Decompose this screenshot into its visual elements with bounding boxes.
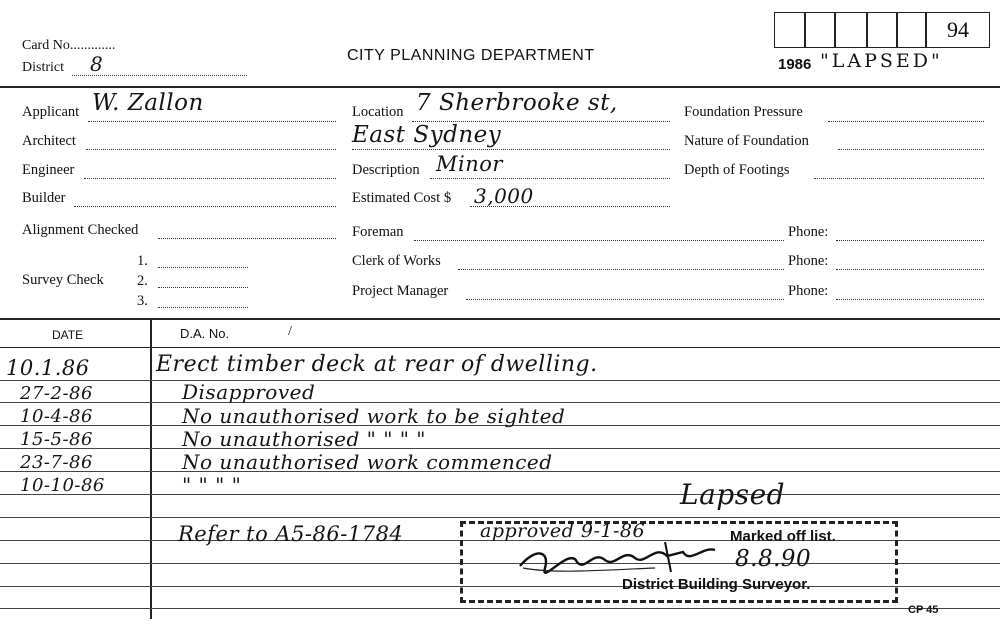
entry-text: No unauthorised work commenced (182, 450, 553, 474)
clerk-label: Clerk of Works (352, 253, 441, 269)
surveyor-label: District Building Surveyor. (622, 576, 811, 593)
year-label: 1986 (778, 56, 812, 73)
district-label: District (22, 60, 64, 75)
survey-line-1: 1. (137, 253, 148, 269)
card-number: 94 (947, 17, 969, 42)
entry-text: No unauthorised " " " " (182, 427, 427, 451)
entry-date: 10-10-86 (20, 475, 105, 496)
applicant-value: W. Zallon (92, 90, 204, 116)
applicant-label: Applicant (22, 104, 80, 120)
cost-label: Estimated Cost $ (352, 190, 452, 206)
entry-text: Erect timber deck at rear of dwelling. (156, 352, 598, 377)
card-no-label: Card No............. (22, 38, 116, 53)
date-column-divider (150, 319, 152, 619)
entry-date: 15-5-86 (20, 429, 93, 450)
signed-date: 8.8.90 (735, 546, 812, 572)
district-value: 8 (90, 52, 104, 76)
survey-label: Survey Check (22, 272, 104, 288)
marked-off-label: Marked off list. (730, 528, 836, 545)
alignment-label: Alignment Checked (22, 222, 139, 238)
depth-footings-label: Depth of Footings (684, 162, 790, 178)
foreman-label: Foreman (352, 224, 404, 240)
phone-label-1: Phone: (788, 224, 829, 240)
approved-note: approved 9-1-86 (480, 520, 646, 542)
status-stamp: "LAPSED" (820, 50, 943, 72)
top-rule (0, 86, 1000, 88)
location-label: Location (352, 104, 404, 120)
survey-line-3: 3. (137, 293, 148, 309)
date-header: DATE (52, 328, 84, 342)
entry-text: No unauthorised work to be sighted (182, 404, 566, 428)
nature-foundation-label: Nature of Foundation (684, 133, 809, 149)
entry-date: 23-7-86 (20, 452, 93, 473)
entry-date: 27-2-86 (20, 383, 93, 404)
department-title: CITY PLANNING DEPARTMENT (347, 47, 595, 64)
location-line-1: 7 Sherbrooke st, (416, 90, 618, 116)
lapsed-note: Lapsed (680, 478, 786, 511)
da-header: D.A. No. (180, 326, 230, 341)
phone-label-2: Phone: (788, 253, 829, 269)
builder-label: Builder (22, 190, 66, 206)
refer-note: Refer to A5-86-1784 (178, 522, 404, 546)
description-label: Description (352, 162, 420, 178)
description-value: Minor (436, 152, 503, 176)
pm-label: Project Manager (352, 283, 449, 299)
cost-value: 3,000 (474, 184, 534, 208)
form-code: CP 45 (908, 604, 939, 616)
da-mark: / (288, 324, 292, 339)
engineer-label: Engineer (22, 162, 75, 178)
entry-text: " " " " (182, 473, 242, 497)
card-number-boxes (774, 12, 990, 48)
phone-label-3: Phone: (788, 283, 829, 299)
architect-label: Architect (22, 133, 76, 149)
foundation-pressure-label: Foundation Pressure (684, 104, 803, 120)
entry-date: 10-4-86 (20, 406, 93, 427)
location-line-2: East Sydney (352, 122, 502, 148)
survey-line-2: 2. (137, 273, 148, 289)
entry-text: Disapproved (182, 380, 316, 404)
entry-date: 10.1.86 (6, 356, 90, 380)
signature (515, 538, 725, 576)
